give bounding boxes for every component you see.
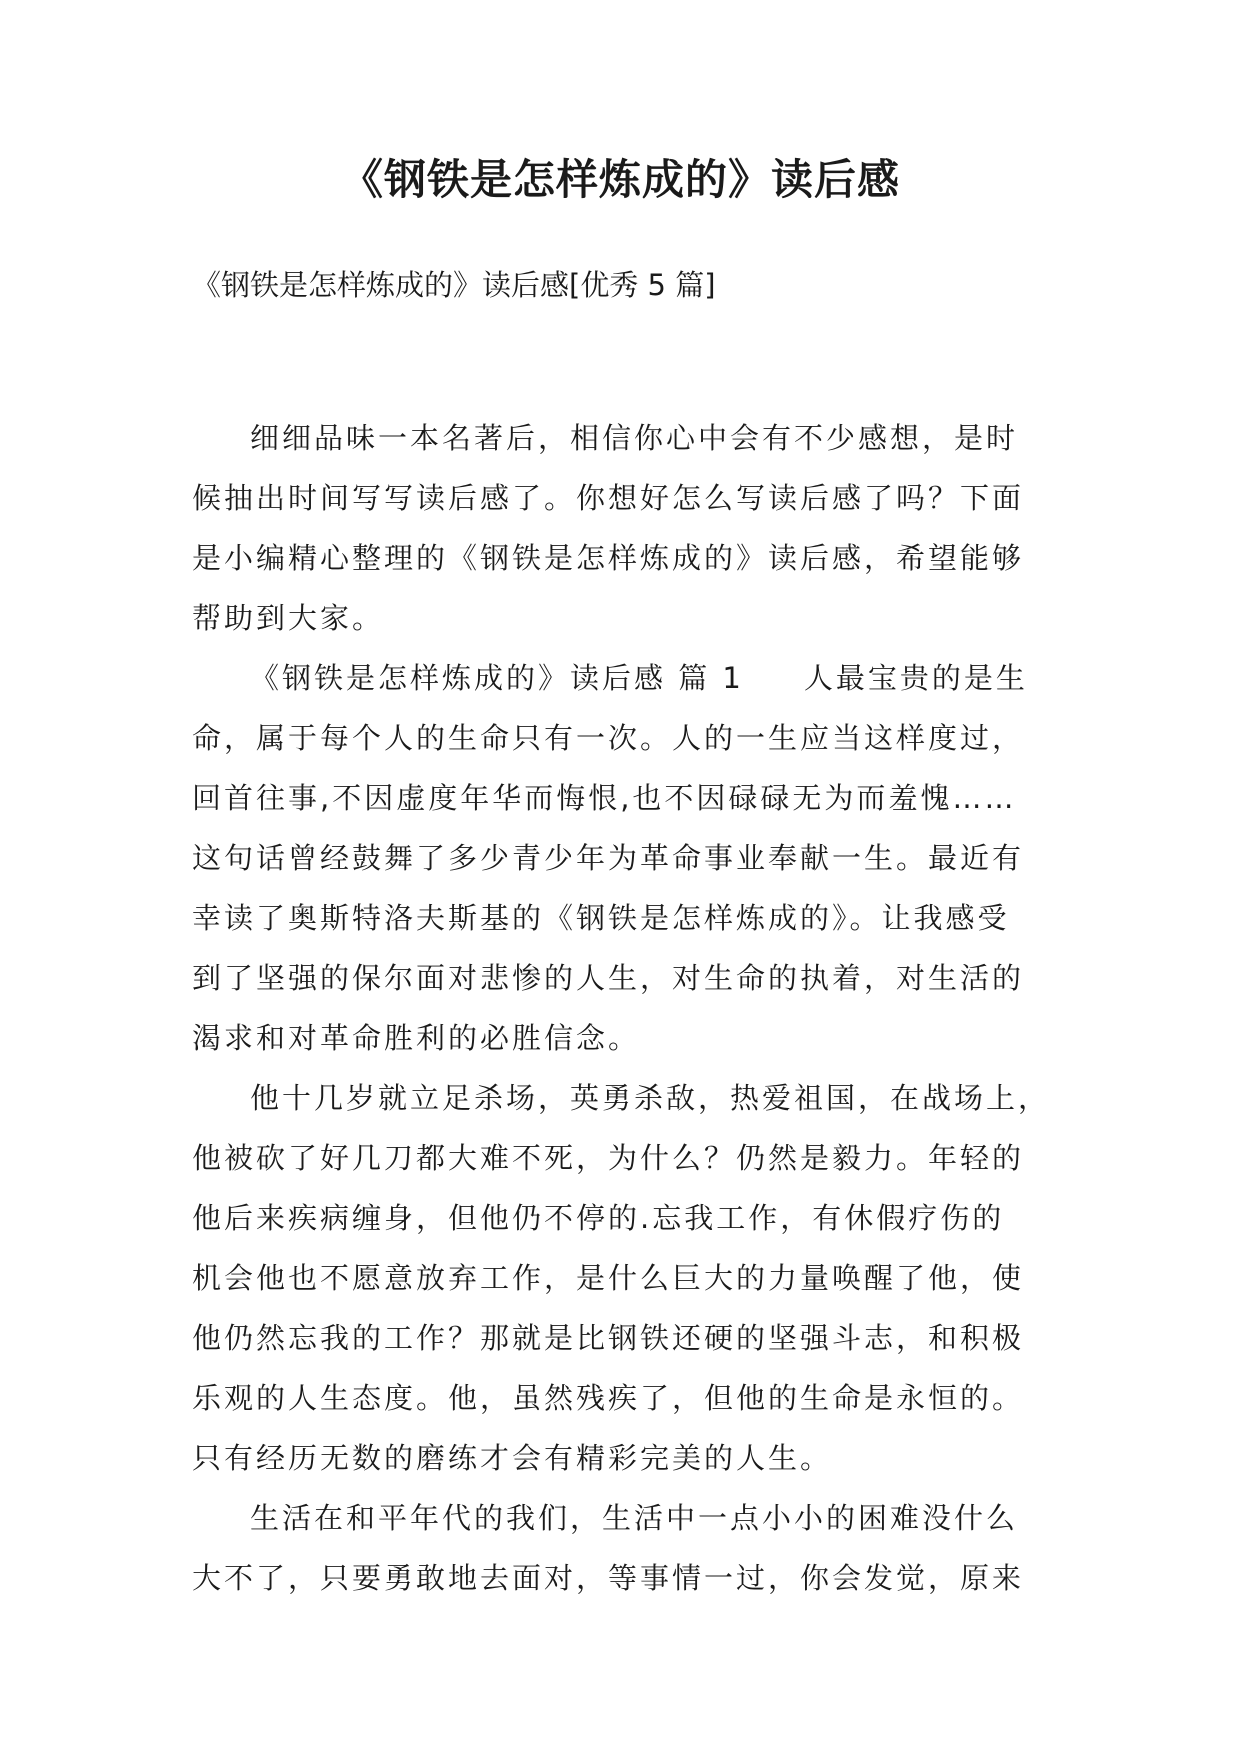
text-line — [192, 648, 1052, 708]
text-line: 命，属于每个人的生命只有一次。人的一生应当这样度过， — [192, 721, 1025, 755]
text-line: 到了坚强的保尔面对悲惨的人生，对生命的执着，对生活的 — [192, 961, 1025, 995]
document-subtitle: 《钢铁是怎样炼成的》读后感[优秀 5 篇] — [192, 268, 716, 302]
section-lead-text: 人最宝贵的是生 — [803, 661, 1028, 695]
text-line: 大不了，只要勇敢地去面对，等事情一过，你会发觉，原来 — [192, 1561, 1025, 1595]
text-line: 回首往事,不因虚度年华而悔恨,也不因碌碌无为而羞愧…… — [192, 781, 1017, 815]
text-line: 乐观的人生态度。他，虽然残疾了，但他的生命是永恒的。 — [192, 1381, 1025, 1415]
text-line: 他被砍了好几刀都大难不死，为什么？仍然是毅力。年轻的 — [192, 1141, 1025, 1175]
text-line: 他十几岁就立足杀场，英勇杀敌，热爱祖国，在战场上， — [250, 1081, 1051, 1115]
paragraph-body-2 — [192, 1068, 1052, 1488]
document-title: 《钢铁是怎样炼成的》读后感 — [340, 155, 900, 204]
text-line: 细细品味一本名著后，相信你心中会有不少感想，是时 — [250, 421, 1019, 455]
text-line: 机会他也不愿意放弃工作，是什么巨大的力量唤醒了他，使 — [192, 1261, 1025, 1295]
document-body — [192, 408, 1052, 1608]
text-line: 只有经历无数的磨练才会有精彩完美的人生。 — [192, 1441, 833, 1475]
text-line: 幸读了奥斯特洛夫斯基的《钢铁是怎样炼成的》。让我感受 — [192, 901, 1010, 935]
text-line: 候抽出时间写写读后感了。你想好怎么写读后感了吗？下面 — [192, 481, 1025, 515]
text-line: 这句话曾经鼓舞了多少青少年为革命事业奉献一生。最近有 — [192, 841, 1025, 875]
text-line: 他后来疾病缠身，但他仍不停的.忘我工作，有休假疗伤的 — [192, 1201, 1005, 1235]
paragraph-essay-1 — [192, 648, 1052, 1068]
text-line: 生活在和平年代的我们，生活中一点小小的困难没什么 — [250, 1501, 1019, 1535]
section-heading: 《钢铁是怎样炼成的》读后感 篇 1 — [250, 661, 744, 695]
text-line: 是小编精心整理的《钢铁是怎样炼成的》读后感，希望能够 — [192, 541, 1025, 575]
text-line: 帮助到大家。 — [192, 601, 385, 635]
paragraph-intro — [192, 408, 1052, 648]
text-line: 他仍然忘我的工作？那就是比钢铁还硬的坚强斗志，和积极 — [192, 1321, 1025, 1355]
text-line: 渴求和对革命胜利的必胜信念。 — [192, 1021, 641, 1055]
paragraph-body-3 — [192, 1488, 1052, 1608]
